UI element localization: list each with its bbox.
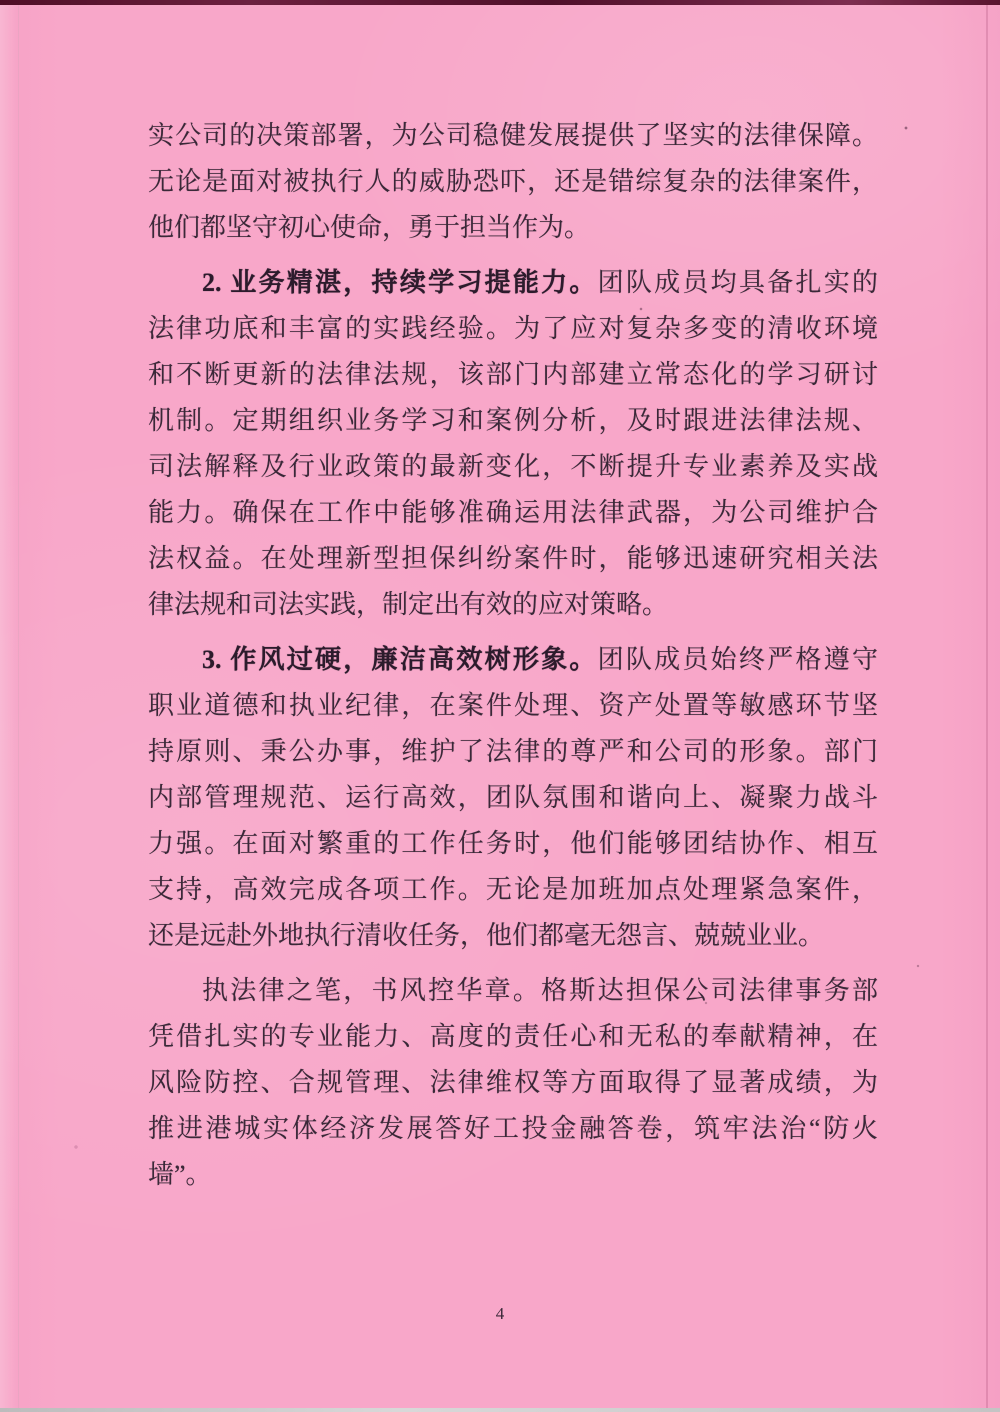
heading-lead: 3. 作风过硬，廉洁高效树形象。 (202, 645, 598, 674)
scan-seam-right (986, 5, 988, 1408)
paragraph (148, 113, 878, 251)
text-line: 凭借扎实的专业能力、高度的责任心和无私的奉献精神，在 (148, 1022, 878, 1051)
text-line: 执法律之笔，书风控华章。格斯达担保公司法律事务部 (202, 976, 878, 1005)
text-line: 实公司的决策部署，为公司稳健发展提供了坚实的法律保障。 (148, 121, 878, 150)
text-line: 法律功底和丰富的实践经验。为了应对复杂多变的清收环境 (148, 314, 878, 343)
text-line: 他们都坚守初心使命，勇于担当作为。 (148, 213, 591, 242)
text-line: 持原则、秉公办事，维护了法律的尊严和公司的形象。部门 (148, 737, 878, 766)
text-line: 能力。确保在工作中能够准确运用法律武器，为公司维护合 (148, 498, 878, 527)
text-line: 法权益。在处理新型担保纠纷案件时，能够迅速研究相关法 (148, 544, 878, 573)
text-line: 司法解释及行业政策的最新变化，不断提升专业素养及实战 (148, 452, 878, 481)
paragraph (148, 260, 878, 628)
paragraph (148, 637, 878, 959)
heading-lead: 2. 业务精湛，持续学习提能力。 (202, 268, 598, 297)
page-number: 4 (495, 1304, 505, 1323)
text-line: 2. 业务精湛，持续学习提能力。团队成员均具备扎实的 (202, 268, 878, 297)
text-line: 力强。在面对繁重的工作任务时，他们能够团结协作、相互 (148, 829, 878, 858)
text-line: 墙”。 (148, 1160, 212, 1189)
document-body (148, 113, 878, 1198)
text-line: 风险防控、合规管理、法律维权等方面取得了显著成绩，为 (148, 1068, 878, 1097)
text-line: 内部管理规范、运行高效，团队氛围和谐向上、凝聚力战斗 (148, 783, 878, 812)
paragraph (148, 968, 878, 1198)
text-line: 职业道德和执业纪律，在案件处理、资产处置等敏感环节坚 (148, 691, 878, 720)
scan-edge-left (0, 5, 19, 1408)
text-line: 推进港城实体经济发展答好工投金融答卷，筑牢法治“防火 (148, 1114, 878, 1143)
scan-edge-bottom (0, 1408, 1000, 1412)
text-line: 机制。定期组织业务学习和案例分析，及时跟进法律法规、 (148, 406, 878, 435)
text-line: 还是远赴外地执行清收任务，他们都毫无怨言、兢兢业业。 (148, 921, 825, 950)
text-line: 支持，高效完成各项工作。无论是加班加点处理紧急案件， (148, 875, 878, 904)
scan-edge-top (0, 0, 1000, 5)
text-line: 3. 作风过硬，廉洁高效树形象。团队成员始终严格遵守 (202, 645, 878, 674)
text-line: 和不断更新的法律法规，该部门内部建立常态化的学习研讨 (148, 360, 878, 389)
text-line: 无论是面对被执行人的威胁恐吓，还是错综复杂的法律案件， (148, 167, 878, 196)
text-line: 律法规和司法实践，制定出有效的应对策略。 (148, 590, 669, 619)
